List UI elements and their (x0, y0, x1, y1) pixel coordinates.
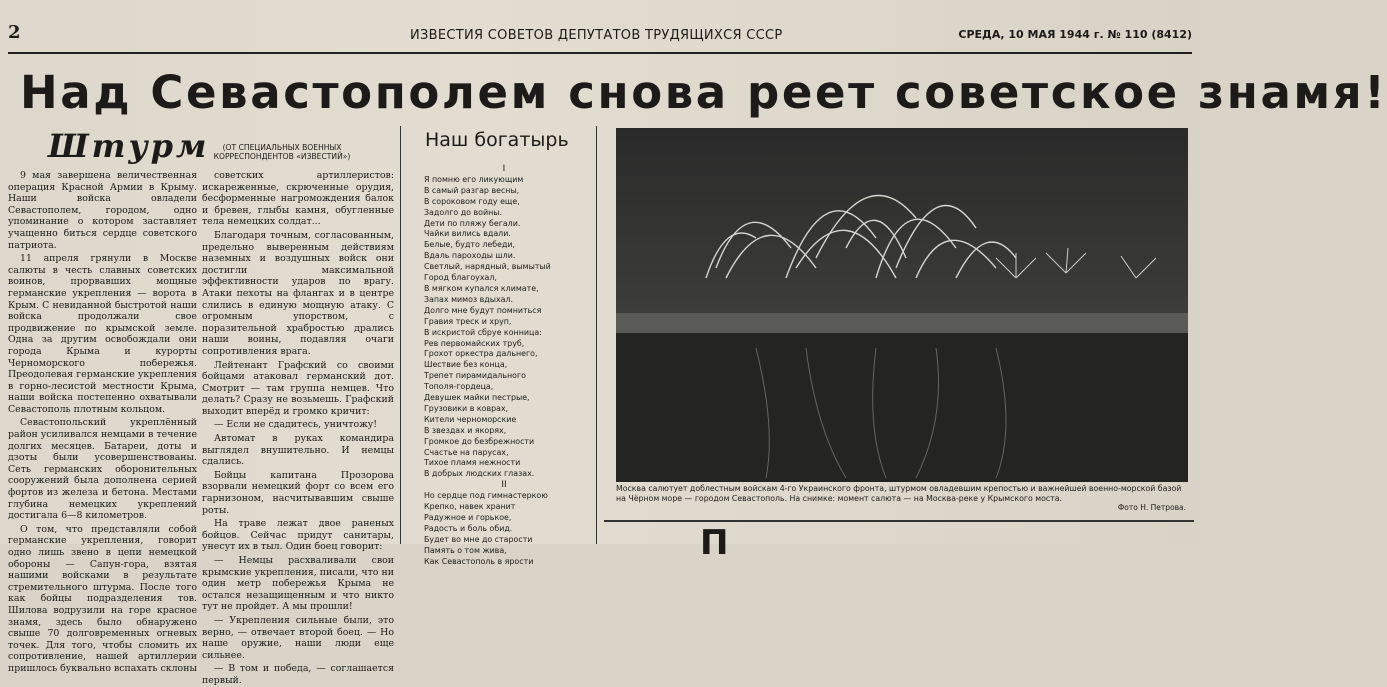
column-rule (400, 126, 401, 544)
paragraph: Автомат в руках командира выглядел внушительно. И немцы сдались. (202, 433, 394, 468)
poem-line: Гравия треск и хруп, (424, 316, 512, 326)
paragraph: — Если не сдадитесь, уничтожу! (214, 419, 378, 431)
photo-credit: Фото Н. Петрова. (1117, 503, 1186, 512)
poem-line: В искристой сбруе конница: (424, 327, 542, 337)
issue-date: СРЕДА, 10 МАЯ 1944 г. № 110 (8412) (958, 28, 1192, 41)
poem-line: Я помню его ликующим (424, 174, 524, 184)
poem-line: Девушек майки пестрые, (424, 393, 530, 403)
photo-bottom-rule (604, 520, 1194, 522)
poem-line: В мягком купался климате, (424, 283, 539, 293)
photo-caption: Москва салютует доблестным войскам 4-го Украинского фронта, штурмом овладевшим крепостью и важнейшей военно-морской базой на Чёрном море — городом Севастополь. На снимке: момент салюта — на Москва-реке у Крымского моста. (616, 484, 1182, 503)
poem (424, 164, 584, 568)
poem-line: В сороковом году еще, (424, 196, 520, 206)
poem-line: Долго мне будут помниться (424, 305, 542, 315)
article-column-2 (202, 170, 394, 686)
paragraph: О том, что представляли собой германские укрепления, говорит одно лишь звено в цепи немецкой обороны — Сапун-гора, взятая нашими войсками в результате стремительного штурма. После того как бойцы подразделения тов. Шилова водрузили на горе красное знамя, здесь было обнаружено свыше 70 долговременных огневых точек. Для того, чтобы сломить их сопротивление, нашей артиллерии пришлось буквально вспахать склоны (8, 523, 197, 674)
paragraph: 9 мая завершена величественная операция Красной Армии в Крыму. Наши войска овладели Севастополем, городом, одно упоминание о котором заставляет учащенно биться сердце советского патриота. (8, 170, 197, 251)
poem-line: Грузовики в коврах, (424, 403, 509, 413)
poem-line: Но сердце под гимнастеркою (424, 491, 548, 501)
poem-line: Шествие без конца, (424, 360, 508, 370)
poem-line: Радость и боль обид. (424, 523, 513, 533)
poem-line: Грохот оркестра дальнего, (424, 349, 538, 359)
poem-line: Дети по пляжу бегали. (424, 218, 521, 228)
paragraph: Благодаря точным, согласованным, предельно выверенным действиям наземных и воздушных войск они достигли максимальной эффективности ударов по врагу. Атаки пехоты на флангах и в центре слились в единую мощную атаку. С огромным упорством, с поразительной храбростью дрались наши воины, подавляя очаги сопротивления врага. (202, 229, 394, 357)
poem-line: В самый разгар весны, (424, 185, 520, 195)
poem-line: Как Севастополь в ярости (424, 556, 534, 566)
fireworks-image (616, 128, 1188, 482)
article-title: Штурм (48, 127, 210, 165)
page-number: 2 (8, 22, 21, 43)
paragraph: На траве лежат двое раненых бойцов. Сейчас придут санитары, унесут их в тыл. Один боец говорит: (202, 518, 394, 553)
paragraph: Бойцы капитана Прозорова взорвали немецкий форт со всем его гарнизоном, насчитывавшим свыше роты. (202, 469, 394, 516)
poem-line: Крепко, навек хранит (424, 502, 516, 512)
main-headline: Над Севастополем снова реет советское знамя! (20, 66, 1387, 119)
poem-line: Громкое до безбрежности (424, 436, 535, 446)
poem-line: Трепет пирамидального (424, 371, 526, 381)
poem-line: Задолго до войны. (424, 207, 502, 217)
poem-title: Наш богатырь (425, 129, 569, 151)
newspaper-name: ИЗВЕСТИЯ СОВЕТОВ ДЕПУТАТОВ ТРУДЯЩИХСЯ СССР (410, 28, 783, 43)
paragraph: 11 апреля грянули в Москве салюты в честь славных советских воинов, прорвавших мощные германские укрепления — ворота в Крым. С невиданной быстротой наши войска продолжали свое продвижение по крымской земле. Одна за другим освобождали они города Крыма и курорты Черноморского побережья. Преодолевая германские укрепления в горно-лесистой местности Крыма, наши войска постепенно охватывали Севастополь плотным кольцом. (8, 253, 197, 415)
paragraph: — В том и победа, — соглашается первый. (202, 663, 394, 686)
article-column-1 (8, 170, 197, 674)
fireworks-photo (616, 128, 1188, 482)
poem-line: Кители черноморские (424, 414, 517, 424)
poem-line: Тихое пламя нежности (424, 458, 521, 468)
poem-line: Рев первомайских труб, (424, 338, 525, 348)
poem-line: Счастье на парусах, (424, 447, 509, 457)
paragraph: — Укрепления сильные были, это верно, — отвечает второй боец. — Но наше оружие, наши люди еще сильнее. (202, 614, 394, 661)
poem-line: Память о том жива, (424, 545, 507, 555)
paragraph: советских артиллеристов: искареженные, скрюченные орудия, бесформенные нагромождения балок и бревен, глыбы камня, обугленные тела немецких солдат... (202, 170, 394, 228)
poem-line: Запах мимоз вдыхал. (424, 294, 514, 304)
poem-line: Радужное и горькое, (424, 513, 512, 522)
next-article-headline-fragment: П (700, 523, 729, 563)
poem-part-number: I (502, 164, 506, 174)
poem-line: В добрых людских глазах. (424, 469, 535, 479)
poem-line: Белые, будто лебеди, (424, 240, 516, 250)
poem-line: Тополя-гордеца, (424, 382, 494, 392)
page-header (8, 22, 1192, 54)
poem-line: Чайки вились вдали. (424, 229, 511, 239)
article-byline: (ОТ СПЕЦИАЛЬНЫХ ВОЕННЫХ КОРРЕСПОНДЕНТОВ «ИЗВЕСТИЙ») (213, 143, 351, 161)
poem-part-number: II (501, 480, 507, 491)
poem-line: Светлый, нарядный, вымытый (424, 262, 551, 272)
poem-line: Вдаль пароходы шли. (424, 251, 516, 261)
column-rule (596, 126, 597, 544)
poem-line: В звездах и якорях, (424, 425, 507, 435)
paragraph: Севастопольский укреплённый район усиливался немцами в течение долгих месяцев. Батареи, доты и дзоты были усовершенствованы. Сеть германских оборонительных сооружений была дополнена серией фортов из железа и бетона. Местами глубина немецких укреплений достигала 6—8 километров. (8, 417, 197, 522)
poem-line: Будет во мне до старости (424, 534, 533, 544)
paragraph: Лейтенант Графский со своими бойцами атаковал германский дот. Смотрит — там группа немцев. Что делать? Сразу не возьмешь. Графский выходит вперёд и громко кричит: (202, 359, 394, 417)
paragraph: — Немцы расхваливали свои крымские укрепления, писали, что ни один метр побережья Крыма не остался незащищенным и что никто тут не пройдет. А мы прошли! (202, 555, 394, 613)
poem-line: Город благоухал, (424, 273, 497, 283)
